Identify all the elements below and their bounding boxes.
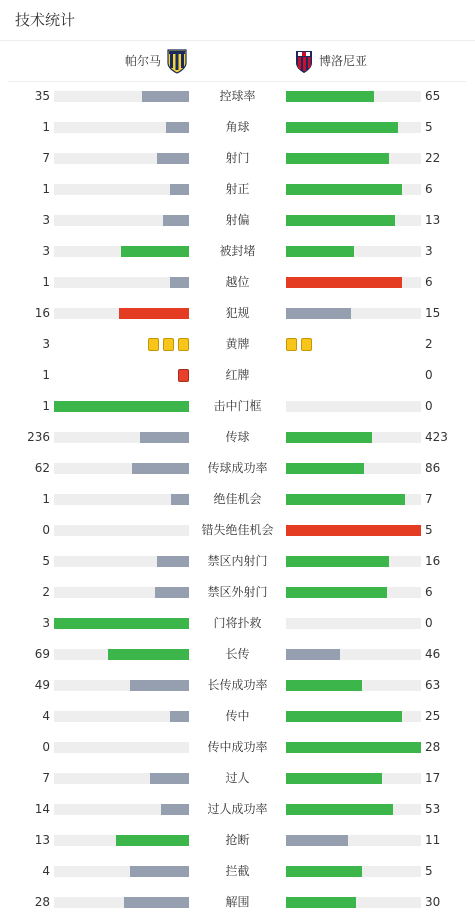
home-bar [54,773,189,784]
home-value: 3 [42,213,50,227]
home-bar-fill [170,711,189,722]
home-bar [54,835,189,846]
home-bar-fill [155,587,189,598]
away-bar-fill [286,711,402,722]
red-card-icon [178,369,189,382]
home-bar-fill [130,866,189,877]
stat-row [0,887,475,918]
home-bar-fill [140,432,189,443]
home-value: 5 [42,554,50,568]
stat-row [0,732,475,763]
stat-label: 传球 [225,430,250,444]
away-bar-fill [286,122,398,133]
stat-row [0,670,475,701]
home-bar-fill [54,401,189,412]
home-value: 1 [42,182,50,196]
away-value: 6 [425,275,433,289]
away-value: 17 [425,771,441,785]
away-bar [286,804,421,815]
away-value: 5 [425,523,433,537]
home-bar [54,401,189,412]
stat-label: 绝佳机会 [213,492,262,506]
home-bar-fill [119,308,189,319]
away-team-name: 博洛尼亚 [319,54,368,68]
stat-row [0,546,475,577]
home-value: 3 [42,337,50,351]
stat-label: 传中成功率 [207,740,268,754]
home-bar [54,866,189,877]
stat-row [0,639,475,670]
home-value: 62 [34,461,50,475]
stat-label: 角球 [225,120,250,134]
away-bar [286,401,421,412]
home-bar [54,897,189,908]
parma-crest-icon [166,48,188,74]
stat-label: 拦截 [225,864,250,878]
stat-label: 过人成功率 [207,802,268,816]
home-bar [54,91,189,102]
away-value: 86 [425,461,441,475]
home-bar [54,556,189,567]
home-bar-fill [170,277,189,288]
home-bar [54,122,189,133]
home-value: 16 [34,306,50,320]
away-value: 16 [425,554,441,568]
away-value: 423 [425,430,448,444]
home-bar-fill [116,835,189,846]
home-bar-fill [124,897,189,908]
away-value: 0 [425,616,433,630]
stat-row [0,577,475,608]
home-value: 1 [42,275,50,289]
home-bar [54,153,189,164]
stat-row [0,360,475,391]
away-bar [286,215,421,226]
home-bar [54,308,189,319]
away-value: 65 [425,89,441,103]
home-bar-fill [171,494,189,505]
home-bar-fill [157,556,189,567]
away-bar-fill [286,215,395,226]
home-bar [54,742,189,753]
home-bar [54,432,189,443]
stat-row [0,267,475,298]
home-value: 236 [27,430,50,444]
stat-row [0,608,475,639]
stat-label: 禁区内射门 [207,554,268,568]
away-bar-fill [286,246,354,257]
yellow-card-icon [148,338,159,351]
stat-row [0,236,475,267]
away-bar-fill [286,556,389,567]
stat-row [0,701,475,732]
away-bar [286,91,421,102]
home-bar [54,804,189,815]
away-bar-fill [286,153,389,164]
away-value: 5 [425,864,433,878]
away-bar-fill [286,184,402,195]
home-bar [54,525,189,536]
home-value: 4 [42,709,50,723]
stat-row [0,825,475,856]
away-bar-fill [286,91,374,102]
home-bar [54,618,189,629]
away-value: 53 [425,802,441,816]
home-value: 2 [42,585,50,599]
away-bar [286,773,421,784]
away-value: 63 [425,678,441,692]
away-value: 3 [425,244,433,258]
away-bar [286,308,421,319]
home-bar-fill [108,649,189,660]
yellow-card-icon [301,338,312,351]
away-bar-fill [286,277,402,288]
stat-label: 错失绝佳机会 [201,523,274,537]
away-bar [286,587,421,598]
stat-row [0,205,475,236]
away-bar [286,122,421,133]
stat-row [0,143,475,174]
away-value: 13 [425,213,441,227]
stat-label: 击中门框 [213,399,262,413]
away-bar [286,835,421,846]
away-bar-fill [286,463,364,474]
away-value: 11 [425,833,441,847]
away-bar [286,432,421,443]
stat-row [0,453,475,484]
away-value: 5 [425,120,433,134]
away-bar-fill [286,742,421,753]
home-value: 0 [42,740,50,754]
home-bar [54,246,189,257]
away-value: 6 [425,182,433,196]
home-value: 14 [34,802,50,816]
home-bar [54,277,189,288]
stat-row [0,763,475,794]
home-bar-fill [157,153,189,164]
away-value: 6 [425,585,433,599]
stat-label: 射门 [225,151,250,165]
stat-row [0,81,475,112]
home-bar-fill [166,122,189,133]
home-bar-fill [163,215,189,226]
stat-row [0,484,475,515]
stat-label: 过人 [225,771,250,785]
home-bar [54,649,189,660]
home-value: 0 [42,523,50,537]
away-bar [286,742,421,753]
home-value: 49 [34,678,50,692]
home-value: 69 [34,647,50,661]
home-bar [54,463,189,474]
home-bar-fill [161,804,189,815]
yellow-card-icon [163,338,174,351]
away-bar [286,153,421,164]
away-bar-fill [286,525,421,536]
away-bar-fill [286,494,405,505]
away-value: 28 [425,740,441,754]
away-bar [286,277,421,288]
away-bar-fill [286,432,372,443]
home-value: 13 [34,833,50,847]
stat-row [0,422,475,453]
stat-label: 抢断 [225,833,250,847]
away-bar-fill [286,308,351,319]
stat-row [0,391,475,422]
away-bar [286,556,421,567]
stat-label: 解围 [225,895,250,909]
home-bar-fill [132,463,189,474]
home-value: 28 [34,895,50,909]
page-title: 技术统计 [15,11,76,29]
home-value: 1 [42,120,50,134]
stat-label: 射偏 [225,213,250,227]
away-bar-fill [286,649,340,660]
stat-label: 红牌 [225,368,250,382]
stat-label: 门将扑救 [213,616,262,630]
stat-label: 传中 [225,709,250,723]
stat-label: 长传成功率 [207,678,268,692]
away-bar [286,680,421,691]
away-bar [286,494,421,505]
away-value: 46 [425,647,441,661]
stat-label: 禁区外射门 [207,585,268,599]
away-bar-fill [286,866,362,877]
stat-row [0,329,475,360]
stat-label: 黄牌 [225,337,250,351]
home-value: 1 [42,492,50,506]
home-value: 1 [42,368,50,382]
away-bar-fill [286,897,356,908]
home-bar [54,494,189,505]
away-bar [286,897,421,908]
stat-label: 犯规 [225,306,250,320]
stat-label: 传球成功率 [207,461,268,475]
away-value: 0 [425,399,433,413]
away-value: 7 [425,492,433,506]
yellow-card-icon [286,338,297,351]
home-value: 35 [34,89,50,103]
home-value: 7 [42,771,50,785]
stat-label: 射正 [225,182,250,196]
away-value: 2 [425,337,433,351]
teams-header [8,41,466,82]
stat-row [0,298,475,329]
home-value: 3 [42,616,50,630]
home-value: 3 [42,244,50,258]
stat-row [0,794,475,825]
stat-row [0,856,475,887]
home-bar [54,711,189,722]
home-bar [54,587,189,598]
home-bar-fill [121,246,189,257]
away-bar [286,184,421,195]
away-bar [286,711,421,722]
home-bar-fill [150,773,189,784]
home-bar-fill [54,618,189,629]
away-value: 25 [425,709,441,723]
away-bar [286,246,421,257]
away-value: 0 [425,368,433,382]
away-value: 15 [425,306,441,320]
home-value: 4 [42,864,50,878]
home-team-name: 帕尔马 [124,54,161,68]
away-bar [286,525,421,536]
stat-label: 越位 [225,275,250,289]
away-bar-fill [286,680,362,691]
home-bar-fill [130,680,189,691]
stat-row [0,112,475,143]
away-bar-fill [286,835,348,846]
away-bar [286,649,421,660]
away-value: 30 [425,895,441,909]
bologna-crest-icon [294,48,314,74]
stat-label: 被封堵 [219,244,256,258]
stat-row [0,174,475,205]
away-bar [286,463,421,474]
home-bar [54,215,189,226]
away-bar-fill [286,804,393,815]
away-bar-fill [286,773,382,784]
stats-header [0,0,475,41]
stat-row [0,515,475,546]
away-bar [286,866,421,877]
home-value: 7 [42,151,50,165]
yellow-card-icon [178,338,189,351]
away-value: 22 [425,151,441,165]
stat-label: 长传 [225,647,250,661]
stat-label: 控球率 [219,89,256,103]
home-value: 1 [42,399,50,413]
home-bar [54,680,189,691]
home-bar-fill [170,184,189,195]
home-bar [54,184,189,195]
home-bar-fill [142,91,189,102]
away-bar [286,618,421,629]
away-bar-fill [286,587,387,598]
